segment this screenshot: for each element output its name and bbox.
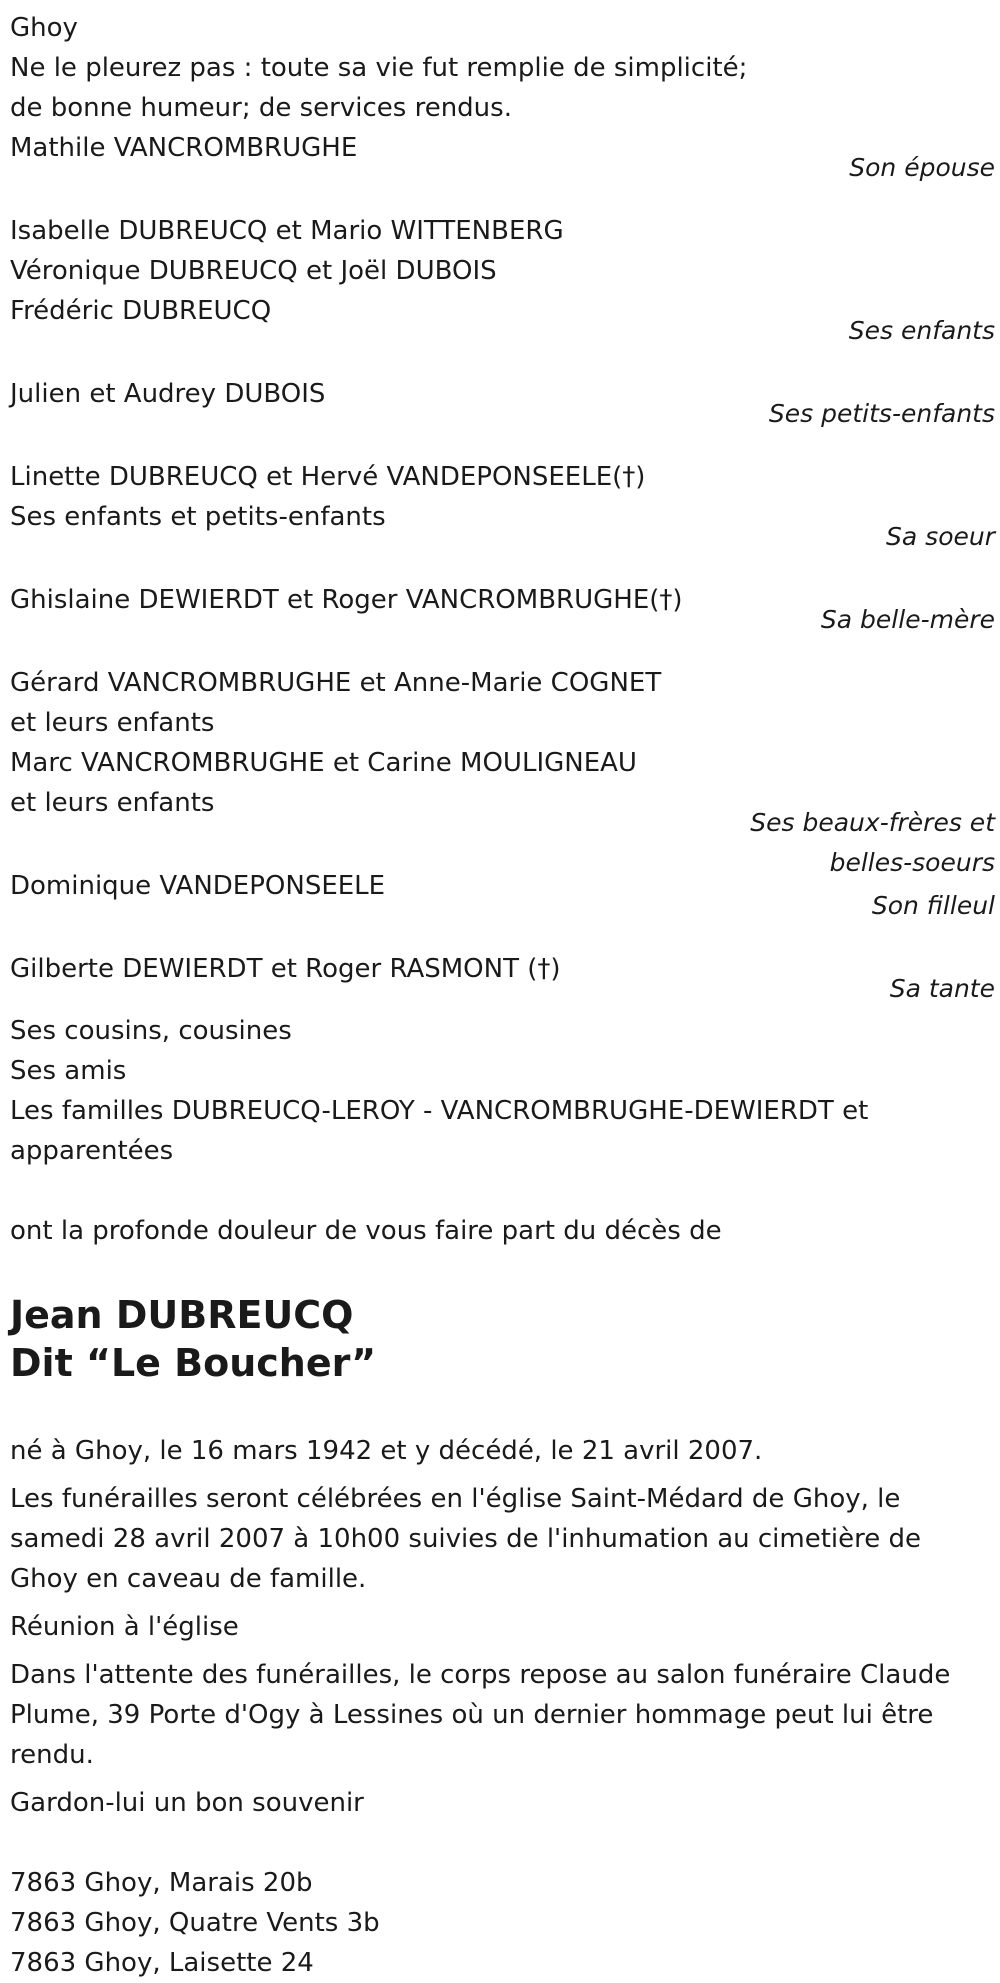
family-name-line: Gérard VANCROMBRUGHE et Anne-Marie COGNET bbox=[10, 668, 662, 698]
address-line: 7863 Ghoy, Quatre Vents 3b bbox=[10, 1908, 380, 1938]
quote-line: de bonne humeur; de services rendus. bbox=[10, 93, 512, 123]
family-name-line: Ses enfants et petits-enfants bbox=[10, 502, 386, 532]
family-name-line: et leurs enfants bbox=[10, 708, 215, 738]
announcement-text: ont la profonde douleur de vous faire part du décès de bbox=[10, 1216, 722, 1246]
family-name-line: Dominique VANDEPONSEELE bbox=[10, 871, 386, 901]
family-name-line: Mathile VANCROMBRUGHE bbox=[10, 133, 358, 163]
deceased-name: Jean DUBREUCQ bbox=[10, 1293, 354, 1337]
relation-label: Son épouse bbox=[849, 153, 995, 182]
relation-label: belles-soeurs bbox=[829, 848, 995, 877]
quote-line: Ne le pleurez pas : toute sa vie fut remplie de simplicité; bbox=[10, 53, 748, 83]
other-mourners-line: Ses amis bbox=[10, 1056, 127, 1086]
relation-label: Sa soeur bbox=[886, 522, 995, 551]
relation-label: Ses petits-enfants bbox=[768, 399, 995, 428]
other-mourners bbox=[10, 1011, 995, 1171]
family-name-line: Marc VANCROMBRUGHE et Carine MOULIGNEAU bbox=[10, 748, 637, 778]
relation-label: Sa belle-mère bbox=[820, 605, 995, 634]
family-group-spouse bbox=[10, 128, 995, 188]
other-mourners-line: Ses cousins, cousines bbox=[10, 1016, 292, 1046]
family-group-grandchildren bbox=[10, 374, 995, 434]
viewing-text: Dans l'attente des funérailles, le corps repose au salon funéraire Claude Plume, 39 Porte d'Ogy à Lessines où un dernier hommage peut lui être rendu. bbox=[10, 1660, 951, 1770]
closing-text: Gardon-lui un bon souvenir bbox=[10, 1788, 364, 1818]
family-group-in-laws bbox=[10, 663, 995, 883]
meeting-text: Réunion à l'église bbox=[10, 1612, 239, 1642]
family-name-line: Frédéric DUBREUCQ bbox=[10, 296, 272, 326]
family-group-sister bbox=[10, 457, 995, 557]
family-group-mother-in-law bbox=[10, 580, 995, 640]
family-name-line: Isabelle DUBREUCQ et Mario WITTENBERG bbox=[10, 216, 564, 246]
obituary-page bbox=[10, 8, 995, 1983]
deceased-nickname: Dit “Le Boucher” bbox=[10, 1341, 377, 1385]
address-list bbox=[10, 1863, 995, 1983]
family-name-line: Gilberte DEWIERDT et Roger RASMONT (†) bbox=[10, 954, 561, 984]
other-mourners-line: Les familles DUBREUCQ-LEROY - VANCROMBRUGHE-DEWIERDT et bbox=[10, 1096, 869, 1126]
address-line: 7863 Ghoy, Marais 20b bbox=[10, 1868, 313, 1898]
deceased-heading bbox=[10, 1291, 995, 1387]
place-name: Ghoy bbox=[10, 13, 78, 43]
funeral-text: Les funérailles seront célébrées en l'église Saint-Médard de Ghoy, le samedi 28 avril 2007 à 10h00 suivies de l'inhumation au cimetière de Ghoy en caveau de famille. bbox=[10, 1484, 922, 1594]
relation-label: Sa tante bbox=[889, 974, 995, 1003]
family-name-line: Véronique DUBREUCQ et Joël DUBOIS bbox=[10, 256, 497, 286]
address-line: 7863 Ghoy, Laisette 24 bbox=[10, 1948, 314, 1978]
family-group-aunt bbox=[10, 949, 995, 1009]
relation-label: Son filleul bbox=[871, 891, 995, 920]
family-name-line: Ghislaine DEWIERDT et Roger VANCROMBRUGHE(†) bbox=[10, 585, 683, 615]
relation-label: Ses beaux-frères et bbox=[750, 808, 995, 837]
family-group-children bbox=[10, 211, 995, 351]
intro-section bbox=[10, 8, 995, 128]
family-name-line: Julien et Audrey DUBOIS bbox=[10, 379, 326, 409]
family-name-line: Linette DUBREUCQ et Hervé VANDEPONSEELE(†) bbox=[10, 462, 646, 492]
relation-label: Ses enfants bbox=[848, 316, 995, 345]
birth-death-text: né à Ghoy, le 16 mars 1942 et y décédé, le 21 avril 2007. bbox=[10, 1436, 763, 1466]
other-mourners-line: apparentées bbox=[10, 1136, 174, 1166]
family-name-line: et leurs enfants bbox=[10, 788, 215, 818]
